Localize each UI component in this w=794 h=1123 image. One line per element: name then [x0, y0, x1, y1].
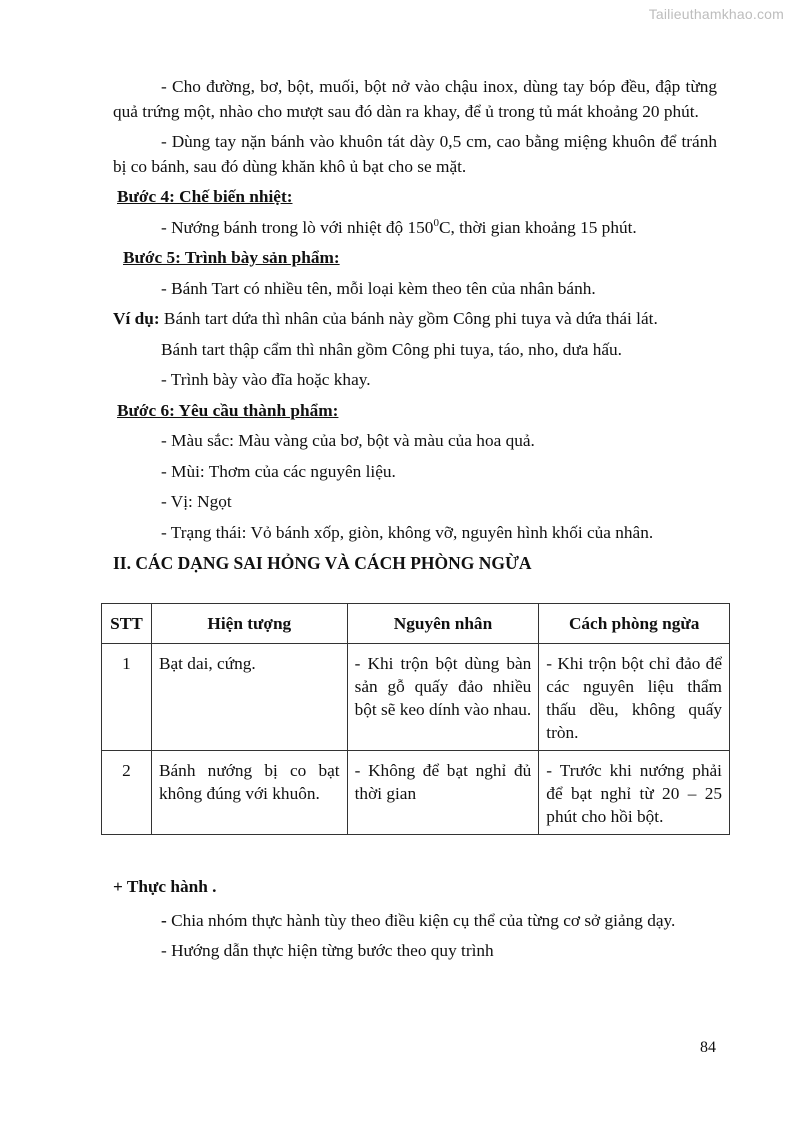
cell-cause: - Không để bạt nghỉ đủ thời gian: [347, 751, 539, 835]
text: Chia nhóm thực hành tùy theo điều kiện cụ thể của từng cơ sở giảng dạy.: [166, 910, 676, 930]
example-paragraph: [113, 307, 717, 332]
step-heading: [113, 185, 717, 210]
step-5-heading: Bước 5: Trình bày sản phẩm:: [123, 248, 340, 267]
superscript: 0: [433, 216, 439, 229]
cell-prevention: - Trước khi nướng phải để bạt nghỉ từ 20 – 25 phút cho hồi bột.: [539, 751, 730, 835]
header-prevention: Cách phòng ngừa: [539, 604, 730, 644]
header-phenomenon: Hiện tượng: [151, 604, 347, 644]
page-number: 84: [700, 1039, 716, 1056]
paragraph: [113, 909, 717, 934]
paragraph: - Trạng thái: Vỏ bánh xốp, giòn, không vỡ, nguyên hình khối của nhân.: [161, 522, 654, 542]
step-6-heading: Bước 6: Yêu cầu thành phẩm:: [117, 400, 339, 420]
paragraph: - Trình bày vào đĩa hoặc khay.: [161, 370, 371, 389]
cell-prevention: - Khi trộn bột chỉ đảo để các nguyên liệu thẩm thấu dều, không quấy tròn.: [539, 644, 730, 751]
header-stt: STT: [102, 604, 152, 644]
table-header-row: [102, 604, 730, 644]
step-4-heading: Bước 4: Chế biến nhiệt:: [117, 187, 293, 206]
paragraph: - Màu sắc: Màu vàng của bơ, bột và màu của hoa quả.: [161, 431, 535, 450]
watermark: Tailieuthamkhao.com: [648, 6, 784, 22]
document-body: [113, 75, 717, 576]
section-heading: II. CÁC DẠNG SAI HỎNG VÀ CÁCH PHÒNG NGỪA: [113, 553, 532, 573]
paragraph: - Dùng tay nặn bánh vào khuôn tát dày 0,5 cm, cao bằng miệng khuôn để tránh bị co bánh, sau đó dùng khăn khô ủ bạt cho se mặt.: [113, 132, 717, 176]
step-heading: [113, 399, 717, 424]
cell-cause: - Khi trộn bột dùng bàn sản gỗ quấy đảo nhiều bột sẽ keo dính vào nhau.: [347, 644, 539, 751]
table-row: [102, 751, 730, 835]
cell-phenomenon: Bánh nướng bị co bạt không đúng với khuôn.: [151, 751, 347, 835]
header-cause: Nguyên nhân: [347, 604, 539, 644]
paragraph: - Mùi: Thơm của các nguyên liệu.: [161, 461, 396, 481]
paragraph: - Bánh Tart có nhiều tên, mỗi loại kèm theo tên của nhân bánh.: [161, 278, 596, 298]
text: - Nướng bánh trong lò với nhiệt độ 150: [161, 217, 434, 237]
paragraph: - Hướng dẫn thực hiện từng bước theo quy trình: [161, 941, 494, 960]
text: C, thời gian khoảng 15 phút.: [438, 217, 637, 237]
defects-table: [101, 603, 730, 835]
cell-stt: 2: [102, 751, 152, 835]
paragraph: [113, 216, 717, 241]
example-text: Bánh tart dứa thì nhân của bánh này gồm Công phi tuya và dứa thái lát.: [159, 309, 658, 328]
practice-title: + Thực hành .: [113, 877, 217, 896]
step-heading: [113, 246, 717, 271]
paragraph: Bánh tart thập cẩm thì nhân gồm Công phi tuya, táo, nho, dưa hấu.: [161, 339, 622, 359]
paragraph: - Vị: Ngọt: [161, 492, 232, 511]
cell-stt: 1: [102, 644, 152, 751]
example-label: Ví dụ:: [113, 309, 160, 328]
cell-phenomenon: Bạt dai, cứng.: [151, 644, 347, 751]
paragraph: - Cho đường, bơ, bột, muối, bột nở vào chậu inox, dùng tay bóp đều, đập từng quả trứng một, nhào cho mượt sau đó dàn ra khay, để ủ trong tủ mát khoảng 20 phút.: [113, 77, 717, 121]
dash: -: [161, 910, 167, 930]
table-row: [102, 644, 730, 751]
practice-section: [113, 875, 717, 964]
